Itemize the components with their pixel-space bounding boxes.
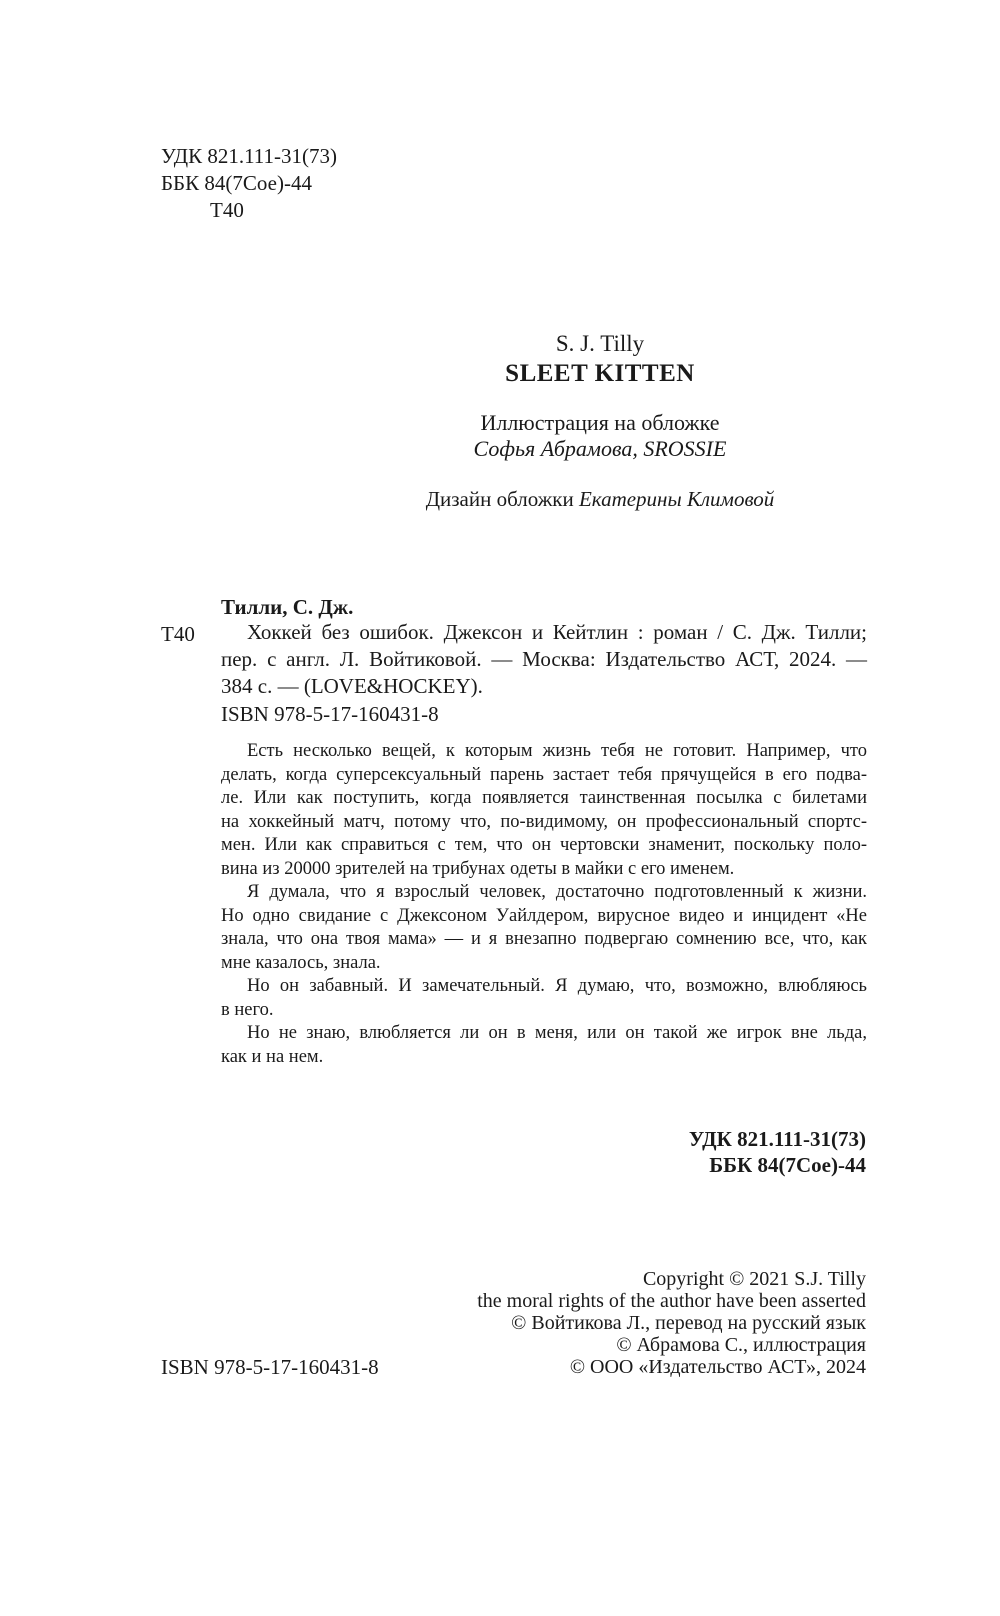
bottom-udk: УДК 821.111-31(73) xyxy=(688,1127,866,1151)
bib-line: Хоккей без ошибок. Джексон и Кейтлин : роман / С. Дж. Тилли; xyxy=(247,620,867,644)
annotation xyxy=(221,740,867,1069)
copyright-line: Copyright © 2021 S.J. Tilly xyxy=(642,1268,866,1290)
annotation-line: вина из 20000 зрителей на трибунах одеты в майки с его именем. xyxy=(221,858,735,879)
bottom-classification xyxy=(689,1126,866,1178)
bottom-isbn: ISBN 978-5-17-160431-8 xyxy=(161,1355,379,1379)
cover-design-label: Дизайн обложки xyxy=(425,487,574,511)
bib-description xyxy=(221,619,867,700)
annotation-line: Но он забавный. И замечательный. Я думаю, что, возможно, влюбляюсь xyxy=(247,976,867,996)
illustration-label: Иллюстрация на обложке xyxy=(480,410,720,435)
copyright-line: the moral rights of the author have been asserted xyxy=(477,1290,866,1312)
annotation-line: Но не знаю, влюбляется ли он в меня, или он такой же игрок вне льда, xyxy=(247,1023,867,1043)
copyright-block xyxy=(477,1268,866,1378)
copyright-line: © Войтикова Л., перевод на русский язык xyxy=(511,1312,866,1334)
annotation-line: Но одно свидание с Джексоном Уайлдером, вирусное видео и инцидент «Не xyxy=(221,905,867,926)
title-block xyxy=(200,330,1000,512)
annotation-line: Есть несколько вещей, к которым жизнь тебя не готовит. Например, что xyxy=(247,741,867,761)
bib-code: Т40 xyxy=(161,622,195,646)
author-name: S. J. Tilly xyxy=(555,331,645,356)
annotation-line: мен. Или как справиться с тем, что он чертовски знаменит, поскольку поло- xyxy=(221,835,867,855)
bib-line: 384 с. — (LOVE&HOCKEY). xyxy=(221,674,483,698)
bib-author: Тилли, С. Дж. xyxy=(221,595,354,619)
bib-isbn: ISBN 978-5-17-160431-8 xyxy=(221,702,439,726)
annotation-line: мне казалось, знала. xyxy=(221,952,381,973)
bottom-bbk: ББК 84(7Сое)-44 xyxy=(709,1153,866,1177)
top-udk: УДК 821.111-31(73) xyxy=(161,144,337,168)
top-author-code: Т40 xyxy=(210,198,244,222)
annotation-line: Я думала, что я взрослый человек, достаточно подготовленный к жизни. xyxy=(247,882,867,902)
cover-designer: Екатерины Климовой xyxy=(578,487,775,511)
cover-design-credit xyxy=(200,486,1000,512)
annotation-line: ле. Или как поступить, когда появляется таинственная посылка с билетами xyxy=(221,788,867,808)
annotation-line: на хоккейный матч, потому что, по-видимому, он профессиональный спортс- xyxy=(221,811,867,832)
annotation-line: как и на нем. xyxy=(221,1046,324,1067)
illustrators: Софья Абрамова, SROSSIE xyxy=(473,436,727,461)
annotation-line: в него. xyxy=(221,999,274,1020)
copyright-line: © Абрамова С., иллюстрация xyxy=(616,1334,866,1356)
book-title: SLEET KITTEN xyxy=(505,360,695,387)
top-classification xyxy=(161,143,337,224)
annotation-line: знала, что она твоя мама» — и я внезапно подвергаю сомнению все, что, как xyxy=(221,929,867,949)
copyright-line: © ООО «Издательство АСТ», 2024 xyxy=(569,1356,866,1378)
annotation-line: делать, когда суперсексуальный парень застает тебя прячущейся в его подва- xyxy=(221,764,867,785)
bib-line: пер. с англ. Л. Войтиковой. — Москва: Издательство АСТ, 2024. — xyxy=(221,647,867,671)
top-bbk: ББК 84(7Сое)-44 xyxy=(161,171,312,195)
